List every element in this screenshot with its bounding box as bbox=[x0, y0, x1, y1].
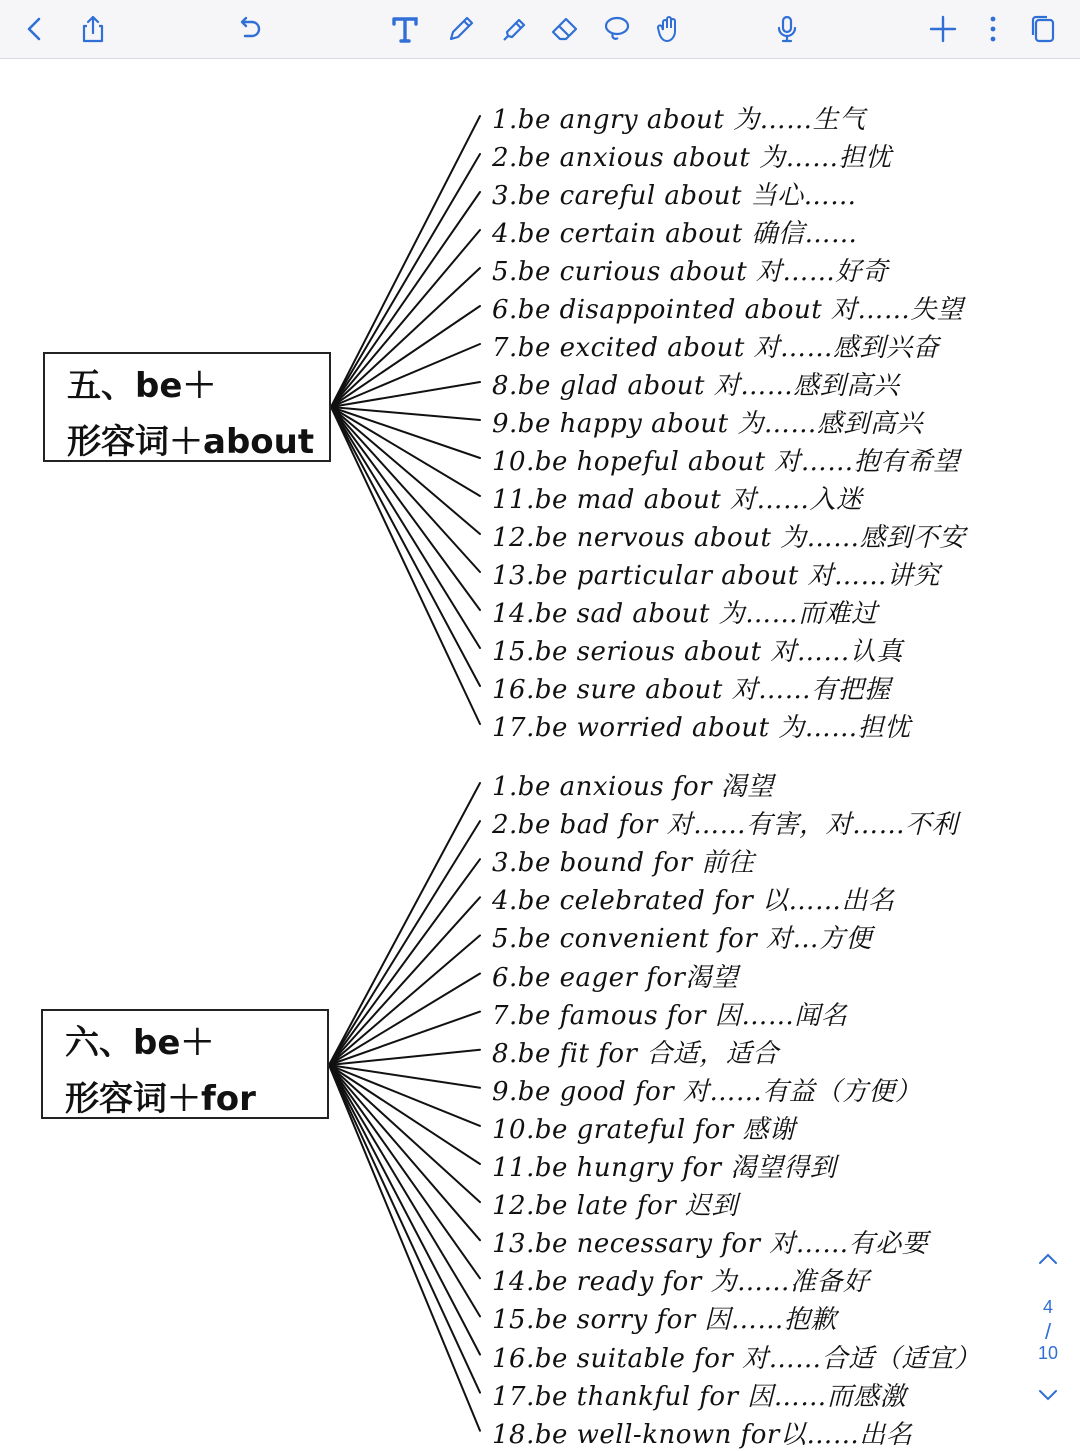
phrase-item: 18.be well-known for以……出名 bbox=[492, 1419, 913, 1450]
phrase-item: 13.be necessary for 对……有必要 bbox=[492, 1229, 929, 1260]
branch-line bbox=[331, 407, 480, 724]
more-icon[interactable] bbox=[970, 6, 1016, 52]
branch-line bbox=[331, 154, 480, 407]
phrase-item: 17.be worried about 为……担忧 bbox=[492, 713, 911, 743]
phrase-item: 1.be angry about 为……生气 bbox=[492, 105, 866, 135]
phrase-item: 2.be bad for 对……有害，对……不利 bbox=[492, 810, 959, 841]
branch-line bbox=[329, 859, 480, 1065]
branch-line bbox=[331, 407, 480, 648]
phrase-item: 12.be nervous about 为……感到不安 bbox=[492, 523, 966, 553]
branch-line bbox=[329, 1065, 480, 1316]
phrase-item: 1.be anxious for 渴望 bbox=[492, 772, 774, 802]
branch-line bbox=[329, 1065, 480, 1240]
phrase-item: 9.be happy about 为……感到高兴 bbox=[492, 409, 923, 439]
top-toolbar bbox=[0, 0, 1080, 59]
pages-icon[interactable] bbox=[1020, 6, 1066, 52]
phrase-item: 8.be fit for 合适，适合 bbox=[492, 1038, 779, 1069]
phrase-item: 10.be hopeful about 对……抱有希望 bbox=[492, 447, 960, 477]
branch-line bbox=[329, 1065, 480, 1202]
section-six-box bbox=[41, 1009, 329, 1119]
branch-line bbox=[331, 306, 480, 407]
phrase-item: 14.be sad about 为……而难过 bbox=[492, 599, 878, 629]
phrase-item: 2.be anxious about 为……担忧 bbox=[492, 143, 892, 173]
page-separator: / bbox=[1044, 1319, 1052, 1344]
phrase-item: 4.be celebrated for 以……出名 bbox=[492, 886, 895, 917]
pen-tool-icon[interactable] bbox=[438, 6, 484, 52]
phrase-item: 7.be excited about 对……感到兴奋 bbox=[492, 333, 940, 363]
phrase-item: 5.be curious about 对……好奇 bbox=[492, 257, 889, 287]
phrase-item: 5.be convenient for 对…方便 bbox=[492, 924, 873, 955]
section-five-box bbox=[43, 352, 331, 462]
phrase-item: 17.be thankful for 因……而感激 bbox=[492, 1381, 907, 1412]
eraser-tool-icon[interactable] bbox=[542, 6, 588, 52]
phrase-item: 14.be ready for 为……准备好 bbox=[492, 1267, 870, 1298]
phrase-item: 3.be careful about 当心…… bbox=[492, 181, 857, 211]
lasso-tool-icon[interactable] bbox=[594, 6, 640, 52]
section-six-title-line2: 形容词＋for bbox=[65, 1079, 256, 1119]
page-total: 10 bbox=[1037, 1343, 1059, 1363]
chevron-up-icon bbox=[1036, 1249, 1060, 1269]
page-current: 4 bbox=[1042, 1297, 1053, 1317]
share-icon[interactable] bbox=[70, 6, 116, 52]
phrase-item: 16.be suitable for 对……合适（适宜） bbox=[492, 1343, 981, 1374]
section-five-title-line2: 形容词＋about bbox=[67, 422, 315, 462]
phrase-item: 6.be eager for渴望 bbox=[492, 962, 739, 993]
microphone-icon[interactable] bbox=[764, 6, 810, 52]
phrase-item: 3.be bound for 前往 bbox=[492, 848, 755, 879]
chevron-down-icon bbox=[1036, 1385, 1060, 1405]
page-down-button[interactable] bbox=[1024, 1385, 1072, 1410]
phrase-item: 12.be late for 迟到 bbox=[492, 1191, 739, 1222]
branch-line bbox=[329, 783, 480, 1065]
phrase-item: 15.be serious about 对……认真 bbox=[492, 637, 903, 667]
branch-line bbox=[331, 116, 480, 407]
branch-line bbox=[331, 230, 480, 407]
branch-line bbox=[331, 407, 480, 420]
section-five-title-line1: 五、be＋ bbox=[67, 366, 217, 406]
add-icon[interactable] bbox=[920, 6, 966, 52]
hand-tool-icon[interactable] bbox=[646, 6, 692, 52]
phrase-item: 7.be famous for 因……闻名 bbox=[492, 1000, 848, 1031]
branch-line bbox=[331, 407, 480, 496]
phrase-item: 6.be disappointed about 对……失望 bbox=[492, 295, 964, 325]
undo-icon[interactable] bbox=[226, 6, 272, 52]
highlighter-tool-icon[interactable] bbox=[492, 6, 538, 52]
note-canvas[interactable] bbox=[0, 59, 1080, 1450]
back-icon[interactable] bbox=[12, 6, 58, 52]
branch-line bbox=[329, 821, 480, 1065]
branch-line bbox=[331, 407, 480, 610]
phrase-item: 4.be certain about 确信…… bbox=[492, 219, 858, 249]
phrase-item: 15.be sorry for 因……抱歉 bbox=[492, 1305, 837, 1336]
phrase-item: 10.be grateful for 感谢 bbox=[492, 1114, 796, 1145]
phrase-item: 16.be sure about 对……有把握 bbox=[492, 675, 891, 705]
phrase-item: 9.be good for 对……有益（方便） bbox=[492, 1076, 922, 1107]
branch-line bbox=[331, 407, 480, 534]
phrase-item: 11.be hungry for 渴望得到 bbox=[492, 1153, 837, 1183]
text-tool-icon[interactable] bbox=[382, 6, 428, 52]
section-six-title-line1: 六、be＋ bbox=[65, 1023, 215, 1063]
phrase-item: 13.be particular about 对……讲究 bbox=[492, 561, 941, 591]
phrase-item: 8.be glad about 对……感到高兴 bbox=[492, 371, 900, 401]
phrase-item: 11.be mad about 对……入迷 bbox=[492, 485, 863, 515]
branch-line bbox=[329, 935, 480, 1065]
page-up-button[interactable] bbox=[1024, 1249, 1072, 1274]
branch-line bbox=[329, 1065, 480, 1355]
